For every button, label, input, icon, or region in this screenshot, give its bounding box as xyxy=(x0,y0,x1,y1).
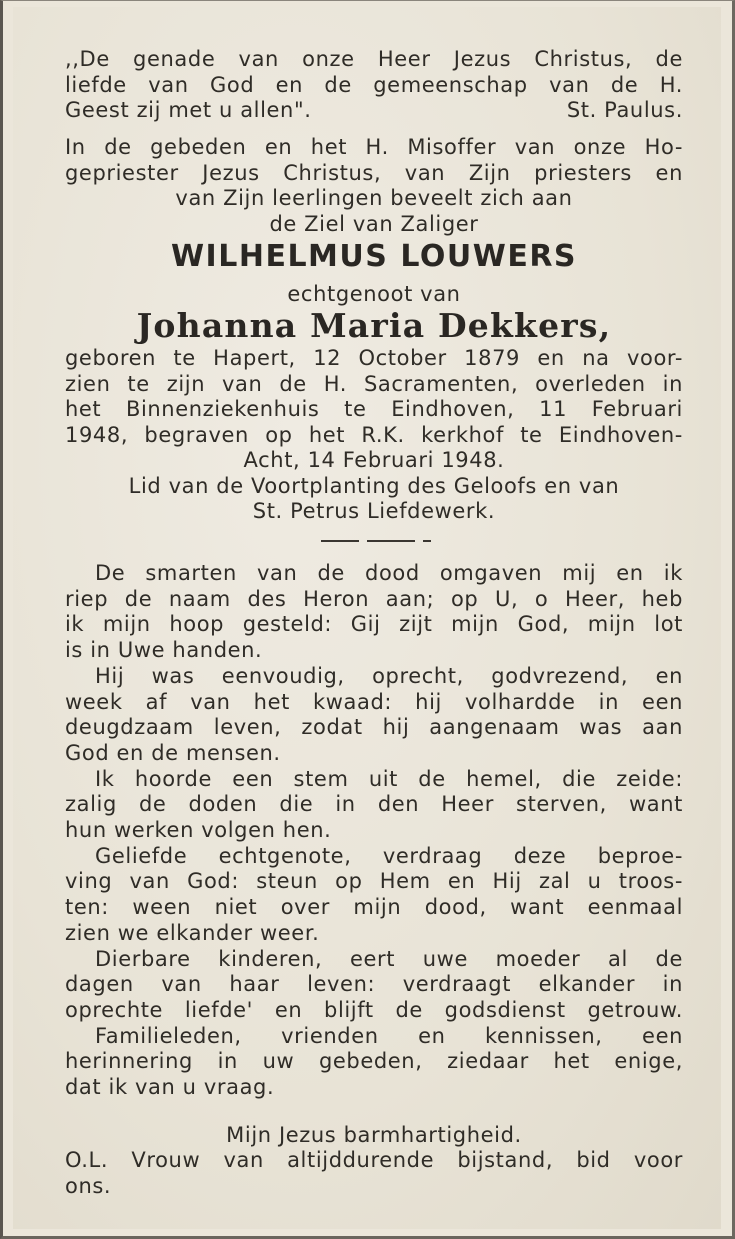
paragraph xyxy=(65,664,683,767)
scripture-text xyxy=(65,561,683,1101)
deceased-name: WILHELMUS LOUWERS xyxy=(170,239,578,274)
paragraph xyxy=(65,1024,683,1101)
intro-line: gepriester Jezus Christus, van Zijn priesters en xyxy=(65,160,683,185)
paragraph xyxy=(65,947,683,1024)
paragraph-line: deugdzaam leven, zodat hij aangenaam was aan xyxy=(65,715,683,740)
paragraph-line: ten: ween niet over mijn dood, want eenmaal xyxy=(65,895,683,920)
paragraph-line: ving van God: steun op Hem en Hij zal u troos- xyxy=(65,869,683,894)
paragraph xyxy=(65,844,683,947)
paragraph-line: ik mijn hoop gesteld: Gij zijt mijn God, mijn lot xyxy=(65,612,683,637)
bio-line: geboren te Hapert, 12 October 1879 en na voor- xyxy=(65,346,683,370)
section-divider xyxy=(321,540,431,542)
paragraph-line: is in Uwe handen. xyxy=(65,638,263,663)
paragraph-line: hun werken volgen hen. xyxy=(65,818,332,843)
paragraph-line: zien we elkander weer. xyxy=(65,920,320,945)
bio-line: zien te zijn van de H. Sacramenten, overleden in xyxy=(65,371,683,396)
prayer-line: O.L. Vrouw van altijddurende bijstand, bid voor xyxy=(65,1148,683,1172)
bio-line: Lid van de Voortplanting des Geloofs en van xyxy=(128,473,620,498)
intro-text xyxy=(65,135,683,237)
quote-attribution: St. Paulus. xyxy=(566,98,683,122)
paragraph-line: Ik hoorde een stem uit de hemel, die zeide: xyxy=(95,766,683,791)
paragraph-line: De smarten van de dood omgaven mij en ik xyxy=(95,561,683,585)
bio-line: 1948, begraven op het R.K. kerkhof te Eindhoven- xyxy=(65,422,683,447)
intro-line: de Ziel van Zaliger xyxy=(269,211,479,236)
spouse-intro: echtgenoot van xyxy=(287,282,461,306)
paragraph-line: Dierbare kinderen, eert uwe moeder al de xyxy=(95,946,683,971)
quote-line: liefde van God en de gemeenschap van de H. xyxy=(65,72,683,97)
paragraph xyxy=(65,767,683,844)
prayer-line: ons. xyxy=(65,1173,112,1198)
bio-line: St. Petrus Liefdewerk. xyxy=(252,499,496,523)
paragraph-line: God en de mensen. xyxy=(65,740,281,765)
paragraph-line: Hij was eenvoudig, oprecht, godvrezend, en xyxy=(95,663,683,688)
bio-line: het Binnenziekenhuis te Eindhoven, 11 Februari xyxy=(65,397,683,421)
paragraph-line: oprechte liefde' en blijft de godsdienst getrouw. xyxy=(65,997,683,1022)
paragraph-line: Geliefde echtgenote, verdraag deze beproe- xyxy=(95,843,683,868)
opening-quote xyxy=(65,47,683,124)
paragraph-line: week af van het kwaad: hij volhardde in een xyxy=(65,689,683,714)
closing-invocation: Mijn Jezus barmhartigheid. xyxy=(226,1123,522,1147)
quote-last-row xyxy=(65,98,683,124)
intro-line: In de gebeden en het H. Misoffer van onze Ho- xyxy=(65,135,683,159)
paragraph-line: dat ik van u vraag. xyxy=(65,1075,275,1100)
closing-prayer xyxy=(65,1148,683,1199)
paragraph-line: zalig de doden die in den Heer sterven, want xyxy=(65,792,683,817)
quote-line: Geest zij met u allen". xyxy=(65,98,312,122)
paragraph xyxy=(65,561,683,664)
paragraph-line: herinnering in uw gebeden, ziedaar het enige, xyxy=(65,1049,683,1074)
paragraph-line: riep de naam des Heron aan; op U, o Heer, heb xyxy=(65,586,683,611)
biography xyxy=(65,346,683,525)
spouse-name: Johanna Maria Dekkers, xyxy=(136,306,612,345)
intro-line: van Zijn leerlingen beveelt zich aan xyxy=(175,186,573,210)
paragraph-line: dagen van haar leven: verdraagt elkander in xyxy=(65,972,683,997)
bio-line: Acht, 14 Februari 1948. xyxy=(243,448,505,472)
paragraph-line: Familieleden, vrienden en kennissen, een xyxy=(95,1023,683,1048)
quote-line: ,,De genade van onze Heer Jezus Christus, de xyxy=(65,47,683,71)
